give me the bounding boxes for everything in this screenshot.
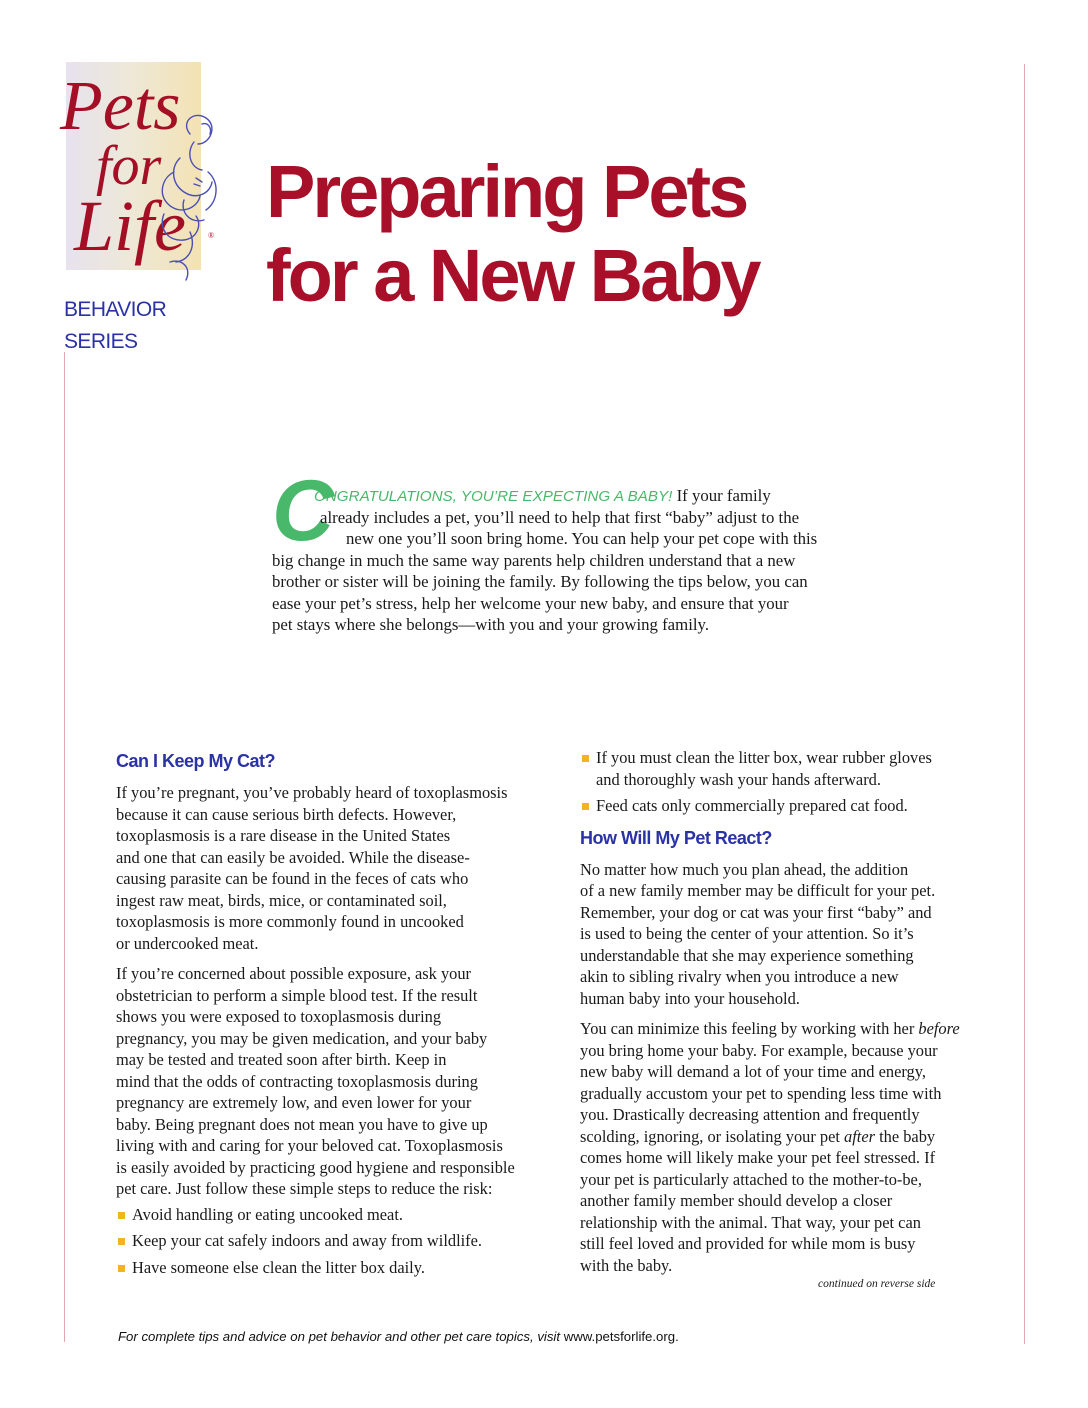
continued-note: continued on reverse side	[818, 1278, 936, 1290]
logo-word-pets: Pets	[60, 68, 181, 145]
left-column	[116, 749, 556, 1278]
text-line: gradually accustom your pet to spending less time with	[580, 1083, 942, 1103]
text-line: akin to sibling rivalry when you introduce a new	[580, 967, 899, 986]
text-line: you. Drastically decreasing attention and frequently	[580, 1105, 920, 1124]
series-line-1: BEHAVIOR	[64, 298, 167, 321]
paragraph-minimize	[580, 1018, 1010, 1276]
behavior-series-label	[64, 294, 166, 358]
text-line: pregnancy are extremely low, and even lower for your	[116, 1093, 472, 1112]
text-line	[580, 1018, 1010, 1040]
left-margin-rule	[64, 352, 65, 1342]
intro-line-6: ease your pet’s stress, help her welcome your new baby, and ensure that your	[272, 594, 789, 613]
logo-word-life: Life	[74, 186, 187, 266]
text-line	[580, 1126, 1010, 1148]
text-line: living with and caring for your beloved cat. Toxoplasmosis	[116, 1136, 503, 1155]
text-line: with the baby.	[580, 1255, 673, 1275]
section-heading-react: How Will My Pet React?	[580, 827, 772, 848]
text-line: baby. Being pregnant does not mean you have to give up	[116, 1114, 488, 1134]
text-run: You can minimize this feeling by working with her	[580, 1019, 919, 1038]
text-line: human baby into your household.	[580, 988, 800, 1008]
text-line: toxoplasmosis is a rare disease in the United States	[116, 826, 451, 845]
right-margin-rule	[1024, 64, 1025, 1344]
intro-line-1	[314, 485, 771, 508]
footer-text: For complete tips and advice on pet behavior and other pet care topics, visit	[118, 1329, 564, 1344]
intro-line-2: already includes a pet, you’ll need to help that first “baby” adjust to the	[320, 508, 800, 527]
text-line: No matter how much you plan ahead, the addition	[580, 859, 909, 879]
text-line: pet care. Just follow these simple steps to reduce the risk:	[116, 1179, 493, 1198]
intro-line-5: brother or sister will be joining the family. By following the tips below, you can	[272, 572, 808, 591]
text-line: still feel loved and provided for while mom is busy	[580, 1234, 916, 1253]
text-line: If you must clean the litter box, wear rubber gloves	[596, 748, 932, 767]
text-line: is used to being the center of your attention. So it’s	[580, 924, 914, 943]
text-line: shows you were exposed to toxoplasmosis during	[116, 1007, 442, 1026]
bullet-item	[580, 747, 1010, 790]
text-line: Remember, your dog or cat was your first “baby” and	[580, 902, 932, 922]
paragraph-exposure	[116, 963, 556, 1200]
footer-url-link[interactable]: www.petsforlife.org.	[563, 1329, 679, 1344]
title-line-1: Preparing Pets	[266, 150, 747, 233]
text-run: scolding, ignoring, or isolating your pet	[580, 1126, 845, 1146]
text-line: causing parasite can be found in the feces of cats who	[116, 869, 469, 888]
text-line: If you’re concerned about possible exposure, ask your	[116, 964, 472, 983]
intro-lead-in: ONGRATULATIONS, YOU’RE EXPECTING A BABY!	[314, 488, 673, 505]
section-heading-cat: Can I Keep My Cat?	[116, 751, 276, 771]
pets-for-life-logo	[60, 62, 215, 270]
logo-word-for: for	[96, 135, 162, 197]
pet-and-baby-illustration-icon	[150, 112, 260, 292]
bullet-item: Keep your cat safely indoors and away from wildlife.	[116, 1230, 556, 1252]
text-line: may be tested and treated soon after birth. Keep in	[116, 1050, 447, 1069]
emphasis-after: after	[844, 1126, 876, 1146]
text-line: and one that can easily be avoided. While the disease-	[116, 847, 470, 867]
text-line: mind that the odds of contracting toxoplasmosis during	[116, 1071, 478, 1091]
registered-mark: ®	[208, 231, 215, 240]
text-line: relationship with the animal. That way, your pet can	[580, 1212, 921, 1232]
bullet-item: Feed cats only commercially prepared cat food.	[580, 795, 1010, 817]
text-line: and thoroughly wash your hands afterward.	[596, 769, 881, 789]
text-line: new baby will demand a lot of your time and energy,	[580, 1062, 926, 1081]
bullet-item: Avoid handling or eating uncooked meat.	[116, 1204, 556, 1226]
series-line-2: SERIES	[64, 330, 138, 353]
intro-line-4: big change in much the same way parents help children understand that a new	[272, 551, 796, 570]
intro-line-1-text: If your family	[672, 486, 771, 505]
text-run: the baby	[875, 1126, 936, 1146]
text-line: you bring home your baby. For example, because your	[580, 1040, 938, 1060]
text-line: because it can cause serious birth defects. However,	[116, 804, 457, 824]
drop-cap: C	[272, 463, 335, 559]
paragraph-reaction	[580, 859, 1010, 1010]
text-line: pregnancy, you may be given medication, and your baby	[116, 1028, 488, 1048]
title-line-2: for a New Baby	[266, 234, 759, 317]
text-line: obstetrician to perform a simple blood test. If the result	[116, 985, 478, 1005]
text-line: understandable that she may experience something	[580, 945, 914, 965]
intro-line-3: new one you’ll soon bring home. You can help your pet cope with this	[346, 529, 818, 548]
text-line: of a new family member may be difficult for your pet.	[580, 881, 936, 900]
text-line: comes home will likely make your pet feel stressed. If	[580, 1148, 936, 1167]
footer-note	[118, 1329, 679, 1344]
text-line: another family member should develop a closer	[580, 1191, 893, 1210]
page-title	[266, 150, 759, 318]
text-line: ingest raw meat, birds, mice, or contaminated soil,	[116, 890, 447, 910]
text-line: or undercooked meat.	[116, 933, 259, 953]
emphasis-before: before	[918, 1019, 960, 1038]
paragraph-toxoplasmosis	[116, 782, 556, 954]
text-line: If you’re pregnant, you’ve probably heard of toxoplasmosis	[116, 783, 508, 802]
text-line: your pet is particularly attached to the mother-to-be,	[580, 1169, 922, 1189]
intro-line-7: pet stays where she belongs—with you and your growing family.	[272, 615, 710, 634]
bullet-item: Have someone else clean the litter box daily.	[116, 1257, 556, 1279]
text-line: is easily avoided by practicing good hygiene and responsible	[116, 1157, 515, 1177]
text-line: toxoplasmosis is more commonly found in uncooked	[116, 912, 464, 931]
right-column	[580, 747, 1010, 1276]
